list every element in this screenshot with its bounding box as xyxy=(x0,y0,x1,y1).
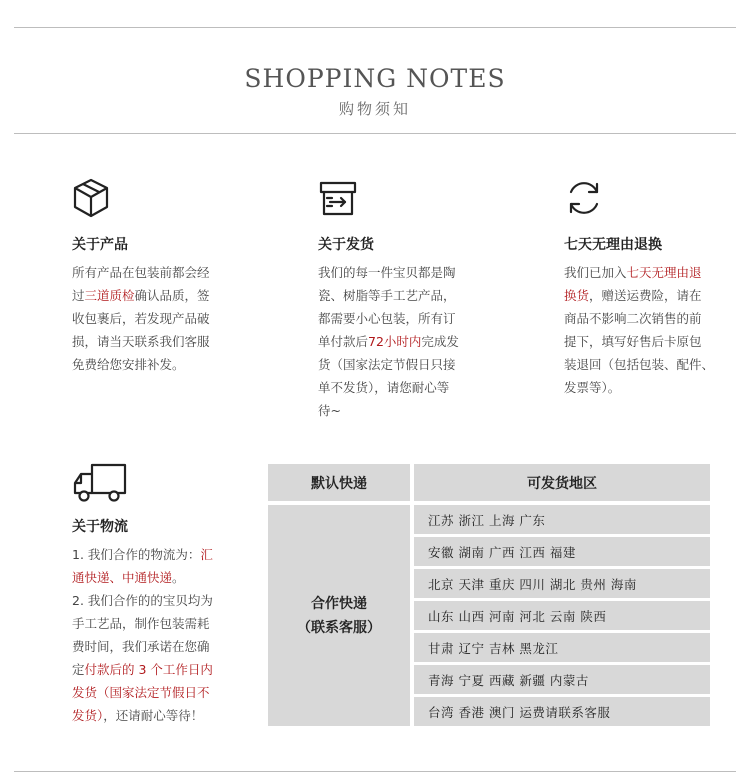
region-row: 江苏 浙江 上海 广东 xyxy=(414,505,710,534)
text-line xyxy=(72,658,237,681)
courier-cell xyxy=(268,505,410,726)
header-divider xyxy=(14,133,736,134)
region-row: 台湾 香港 澳门 运费请联系客服 xyxy=(414,697,710,726)
body-text: ，赠送运费险，请在 xyxy=(589,288,702,303)
highlight-text: 汇 xyxy=(200,547,213,562)
body-text: 都需要小心包装，所有订 xyxy=(318,311,456,326)
region-row: 青海 宁夏 西藏 新疆 内蒙古 xyxy=(414,665,710,694)
body-text: 我们已加入 xyxy=(564,265,627,280)
body-text: 1. 我们合作的物流为： xyxy=(72,547,201,562)
courier-name: 合作快递 xyxy=(311,595,367,612)
body-text: 完成发 xyxy=(421,334,459,349)
highlight-text: 通快递、中通快递 xyxy=(72,570,173,585)
shipping-box-icon xyxy=(318,178,358,222)
text-line xyxy=(72,543,237,566)
text-line xyxy=(72,589,237,612)
highlight-text: 七天无理由退 xyxy=(626,265,702,280)
body-text: 费时间，我们承诺在您确 xyxy=(72,639,210,654)
body-text: 收包裹后，若发现产品破 xyxy=(72,311,210,326)
refresh-icon xyxy=(564,178,604,222)
text-line xyxy=(72,353,237,376)
product-text xyxy=(72,261,237,376)
body-text: 2. 我们合作的的宝贝均为 xyxy=(72,593,213,608)
body-text: 所有产品在包装前都会经 xyxy=(72,265,210,280)
returns-title: 七天无理由退换 xyxy=(564,237,662,253)
table-header-default-courier: 默认快递 xyxy=(268,464,410,501)
body-text: ，还请耐心等待！ xyxy=(103,708,204,723)
body-text: 确认品质，签 xyxy=(134,288,210,303)
text-line xyxy=(564,330,729,353)
highlight-text: 发货（国家法定节假日不 xyxy=(72,685,210,700)
top-divider xyxy=(14,27,736,28)
page-title-en: SHOPPING NOTES xyxy=(244,64,506,93)
text-line xyxy=(72,566,237,589)
body-text: 定 xyxy=(72,662,85,677)
highlight-text: 发货） xyxy=(72,708,104,723)
text-line xyxy=(318,353,478,376)
body-text: 损，请当天联系我们客服 xyxy=(72,334,210,349)
region-row: 北京 天津 重庆 四川 湖北 贵州 海南 xyxy=(414,569,710,598)
highlight-text: 72小时内 xyxy=(368,334,422,349)
highlight-text: 付款后的 3 个工作日内 xyxy=(84,662,213,677)
text-line xyxy=(564,353,729,376)
shipping-text xyxy=(318,261,478,422)
region-row: 甘肃 辽宁 吉林 黑龙江 xyxy=(414,633,710,662)
returns-text xyxy=(564,261,729,399)
box-icon xyxy=(72,178,110,222)
body-text: 过 xyxy=(72,288,85,303)
text-line xyxy=(564,376,729,399)
text-line xyxy=(564,261,729,284)
highlight-text: 三道质检 xyxy=(84,288,135,303)
body-text: 货（国家法定节假日只接 xyxy=(318,357,456,372)
body-text: 。 xyxy=(172,570,185,585)
text-line xyxy=(72,612,237,635)
text-line xyxy=(72,284,237,307)
text-line xyxy=(318,330,478,353)
bottom-divider xyxy=(14,771,736,772)
logistics-title: 关于物流 xyxy=(72,519,128,535)
region-row: 山东 山西 河南 河北 云南 陕西 xyxy=(414,601,710,630)
highlight-text: 换货 xyxy=(564,288,590,303)
text-line xyxy=(72,261,237,284)
body-text: 免费给您安排补发。 xyxy=(72,357,185,372)
body-text: 瓷、树脂等手工艺产品， xyxy=(318,288,456,303)
courier-table xyxy=(268,464,710,726)
courier-contact-note: （联系客服） xyxy=(297,619,381,636)
body-text: 商品不影响二次销售的前 xyxy=(564,311,702,326)
region-row: 安徽 湖南 广西 江西 福建 xyxy=(414,537,710,566)
product-title: 关于产品 xyxy=(72,237,128,253)
table-header-regions: 可发货地区 xyxy=(414,464,710,501)
text-line xyxy=(72,681,237,704)
text-line xyxy=(564,307,729,330)
text-line xyxy=(564,284,729,307)
text-line xyxy=(318,307,478,330)
body-text: 装退回（包括包装、配件、 xyxy=(564,357,715,372)
text-line xyxy=(72,704,237,727)
truck-icon xyxy=(72,462,128,508)
text-line xyxy=(318,399,478,422)
logistics-text xyxy=(72,543,237,727)
body-text: 手工艺品，制作包装需耗 xyxy=(72,616,210,631)
text-line xyxy=(318,261,478,284)
body-text: 提下，填写好售后卡原包 xyxy=(564,334,702,349)
text-line xyxy=(72,330,237,353)
body-text: 我们的每一件宝贝都是陶 xyxy=(318,265,456,280)
page-title-cn: 购物须知 xyxy=(338,100,411,118)
text-line xyxy=(318,376,478,399)
text-line xyxy=(72,635,237,658)
body-text: 单不发货），请您耐心等 xyxy=(318,380,450,395)
text-line xyxy=(318,284,478,307)
text-line xyxy=(72,307,237,330)
body-text: 发票等）。 xyxy=(564,380,621,395)
body-text: 待~ xyxy=(318,403,341,418)
shipping-title: 关于发货 xyxy=(318,237,374,253)
body-text: 单付款后 xyxy=(318,334,369,349)
